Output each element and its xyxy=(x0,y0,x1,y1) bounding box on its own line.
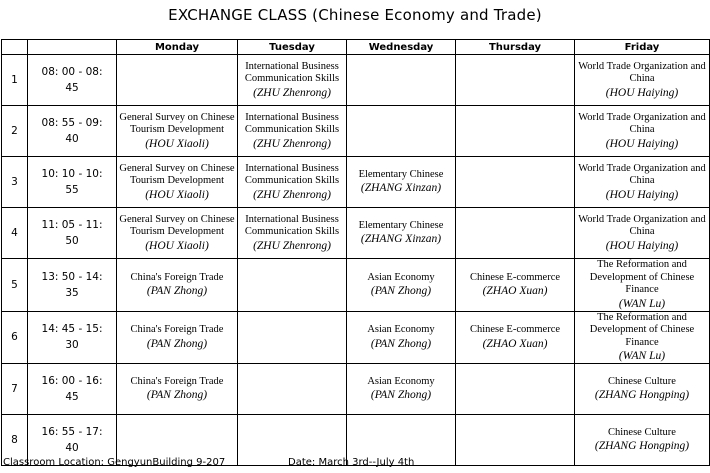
period-time-line: 08: 55 - 09: xyxy=(41,117,103,129)
period-time-line: 30 xyxy=(65,339,79,352)
period-time xyxy=(28,311,117,364)
course-name: The Reformation and Development of Chinese Finance xyxy=(589,259,695,295)
footer xyxy=(3,456,707,471)
course-cell-thursday xyxy=(456,208,575,259)
course-cell-wednesday xyxy=(347,157,456,208)
course-cell-thursday xyxy=(456,259,575,312)
course-name: International Business Communication Skills xyxy=(244,60,340,84)
course-teacher: (PAN Zhong) xyxy=(146,285,208,297)
course-cell-tuesday xyxy=(238,157,347,208)
table-row xyxy=(2,55,710,106)
course-teacher: (HOU Haiying) xyxy=(605,239,679,252)
course-teacher: (HOU Xiaoli) xyxy=(145,137,209,150)
header-friday: Friday xyxy=(575,40,710,55)
header-monday: Monday xyxy=(117,40,238,55)
course-teacher: (HOU Haiying) xyxy=(605,188,679,201)
course-cell-friday xyxy=(575,364,710,415)
course-name: Asian Economy xyxy=(367,375,435,387)
course-cell-monday xyxy=(117,157,238,208)
course-cell-tuesday xyxy=(238,311,347,364)
course-teacher: (ZHANG Hongping) xyxy=(594,389,690,402)
course-teacher: (HOU Xiaoli) xyxy=(145,239,209,252)
period-time xyxy=(28,259,117,312)
course-teacher: (ZHAO Xuan) xyxy=(482,285,548,297)
course-teacher: (HOU Haiying) xyxy=(605,137,679,150)
period-time-line: 16: 55 - 17: xyxy=(41,426,103,438)
course-teacher: (PAN Zhong) xyxy=(146,389,208,402)
period-time-line: 50 xyxy=(65,235,79,247)
course-teacher: (HOU Xiaoli) xyxy=(145,188,209,201)
course-cell-monday xyxy=(117,259,238,312)
course-cell-wednesday xyxy=(347,208,456,259)
course-name: China's Foreign Trade xyxy=(130,375,224,387)
course-teacher: (HOU Haiying) xyxy=(605,86,679,99)
course-name: World Trade Organization and China xyxy=(578,60,706,84)
period-time xyxy=(28,106,117,157)
course-cell-tuesday xyxy=(238,106,347,157)
course-teacher: (PAN Zhong) xyxy=(370,337,432,350)
course-name: World Trade Organization and China xyxy=(578,162,706,186)
course-cell-monday xyxy=(117,55,238,106)
course-cell-monday xyxy=(117,364,238,415)
header-thursday: Thursday xyxy=(456,40,575,55)
period-number: 3 xyxy=(2,157,28,208)
period-time-line: 40 xyxy=(65,133,79,145)
header-wednesday: Wednesday xyxy=(347,40,456,55)
course-cell-wednesday xyxy=(347,259,456,312)
course-cell-monday xyxy=(117,311,238,364)
period-time xyxy=(28,364,117,415)
period-time-line: 45 xyxy=(65,82,79,94)
course-cell-thursday xyxy=(456,311,575,364)
date-range: Date: March 3rd--July 4th xyxy=(288,457,415,468)
period-time-line: 35 xyxy=(65,286,79,299)
course-cell-friday xyxy=(575,311,710,364)
period-time-line: 11: 05 - 11: xyxy=(41,219,103,231)
course-teacher: (WAN Lu) xyxy=(618,350,666,362)
schedule-table xyxy=(1,39,710,466)
header-row xyxy=(2,40,710,55)
course-name: Asian Economy xyxy=(367,271,435,283)
course-teacher: (ZHU Zhenrong) xyxy=(253,188,331,201)
course-name: Elementary Chinese xyxy=(358,168,444,180)
course-cell-monday xyxy=(117,208,238,259)
course-cell-thursday xyxy=(456,106,575,157)
course-cell-thursday xyxy=(456,157,575,208)
course-cell-wednesday xyxy=(347,106,456,157)
course-name: Chinese E-commerce xyxy=(469,324,561,335)
table-row xyxy=(2,208,710,259)
course-cell-tuesday xyxy=(238,208,347,259)
course-name: China's Foreign Trade xyxy=(130,324,224,335)
course-name: Chinese E-commerce xyxy=(469,271,561,283)
course-teacher: (ZHAO Xuan) xyxy=(482,337,548,350)
classroom-location: Classroom Location: GengyunBuilding 9-207 xyxy=(3,457,226,468)
course-teacher: (ZHANG Hongping) xyxy=(594,440,690,453)
course-cell-friday xyxy=(575,208,710,259)
period-time-line: 10: 10 - 10: xyxy=(41,168,103,180)
period-number: 6 xyxy=(2,311,28,364)
course-cell-wednesday xyxy=(347,364,456,415)
period-number: 7 xyxy=(2,364,28,415)
course-name: World Trade Organization and China xyxy=(578,111,706,135)
table-row xyxy=(2,364,710,415)
header-number xyxy=(2,40,28,55)
period-time xyxy=(28,208,117,259)
course-cell-friday xyxy=(575,157,710,208)
course-cell-wednesday xyxy=(347,311,456,364)
period-time-line: 40 xyxy=(65,442,79,454)
course-name: Chinese Culture xyxy=(608,375,676,387)
table-row xyxy=(2,259,710,312)
course-cell-thursday xyxy=(456,55,575,106)
course-cell-tuesday xyxy=(238,259,347,312)
course-teacher: (ZHU Zhenrong) xyxy=(253,86,331,99)
period-number: 4 xyxy=(2,208,28,259)
course-teacher: (ZHANG Xinzan) xyxy=(360,233,442,246)
course-name: International Business Communication Skills xyxy=(244,213,340,237)
table-row xyxy=(2,106,710,157)
course-cell-friday xyxy=(575,55,710,106)
period-number: 1 xyxy=(2,55,28,106)
course-name: International Business Communication Skills xyxy=(244,111,340,135)
period-time xyxy=(28,55,117,106)
course-name: International Business Communication Skills xyxy=(244,162,340,186)
period-time-line: 14: 45 - 15: xyxy=(41,323,103,336)
course-cell-monday xyxy=(117,106,238,157)
period-time-line: 13: 50 - 14: xyxy=(41,270,103,283)
course-teacher: (ZHU Zhenrong) xyxy=(253,137,331,150)
course-name: General Survey on Chinese Tourism Development xyxy=(119,162,235,186)
course-cell-wednesday xyxy=(347,55,456,106)
period-time-line: 08: 00 - 08: xyxy=(41,66,103,78)
period-time xyxy=(28,157,117,208)
header-tuesday: Tuesday xyxy=(238,40,347,55)
course-name: General Survey on Chinese Tourism Development xyxy=(119,111,235,135)
table-row xyxy=(2,311,710,364)
course-cell-tuesday xyxy=(238,364,347,415)
course-name: Elementary Chinese xyxy=(358,219,444,231)
course-name: China's Foreign Trade xyxy=(130,271,224,283)
course-name: World Trade Organization and China xyxy=(578,213,706,237)
period-number: 8 xyxy=(2,415,28,466)
course-teacher: (ZHANG Xinzan) xyxy=(360,182,442,195)
course-cell-friday xyxy=(575,259,710,312)
period-time-line: 55 xyxy=(65,184,79,196)
course-teacher: (PAN Zhong) xyxy=(146,337,208,350)
course-name: General Survey on Chinese Tourism Development xyxy=(119,213,235,237)
period-time-line: 16: 00 - 16: xyxy=(41,375,103,387)
course-cell-friday xyxy=(575,106,710,157)
period-number: 2 xyxy=(2,106,28,157)
course-cell-tuesday xyxy=(238,55,347,106)
course-name: The Reformation and Development of Chinese Finance xyxy=(589,311,695,348)
page-title: EXCHANGE CLASS (Chinese Economy and Trade) xyxy=(168,6,542,24)
course-name: Asian Economy xyxy=(367,324,435,335)
course-cell-thursday xyxy=(456,364,575,415)
header-time xyxy=(28,40,117,55)
course-teacher: (PAN Zhong) xyxy=(370,389,432,402)
course-name: Chinese Culture xyxy=(608,426,676,438)
course-teacher: (PAN Zhong) xyxy=(370,285,432,297)
table-row xyxy=(2,157,710,208)
period-time-line: 45 xyxy=(65,391,79,403)
period-number: 5 xyxy=(2,259,28,312)
course-teacher: (ZHU Zhenrong) xyxy=(253,239,331,252)
course-teacher: (WAN Lu) xyxy=(618,297,666,310)
